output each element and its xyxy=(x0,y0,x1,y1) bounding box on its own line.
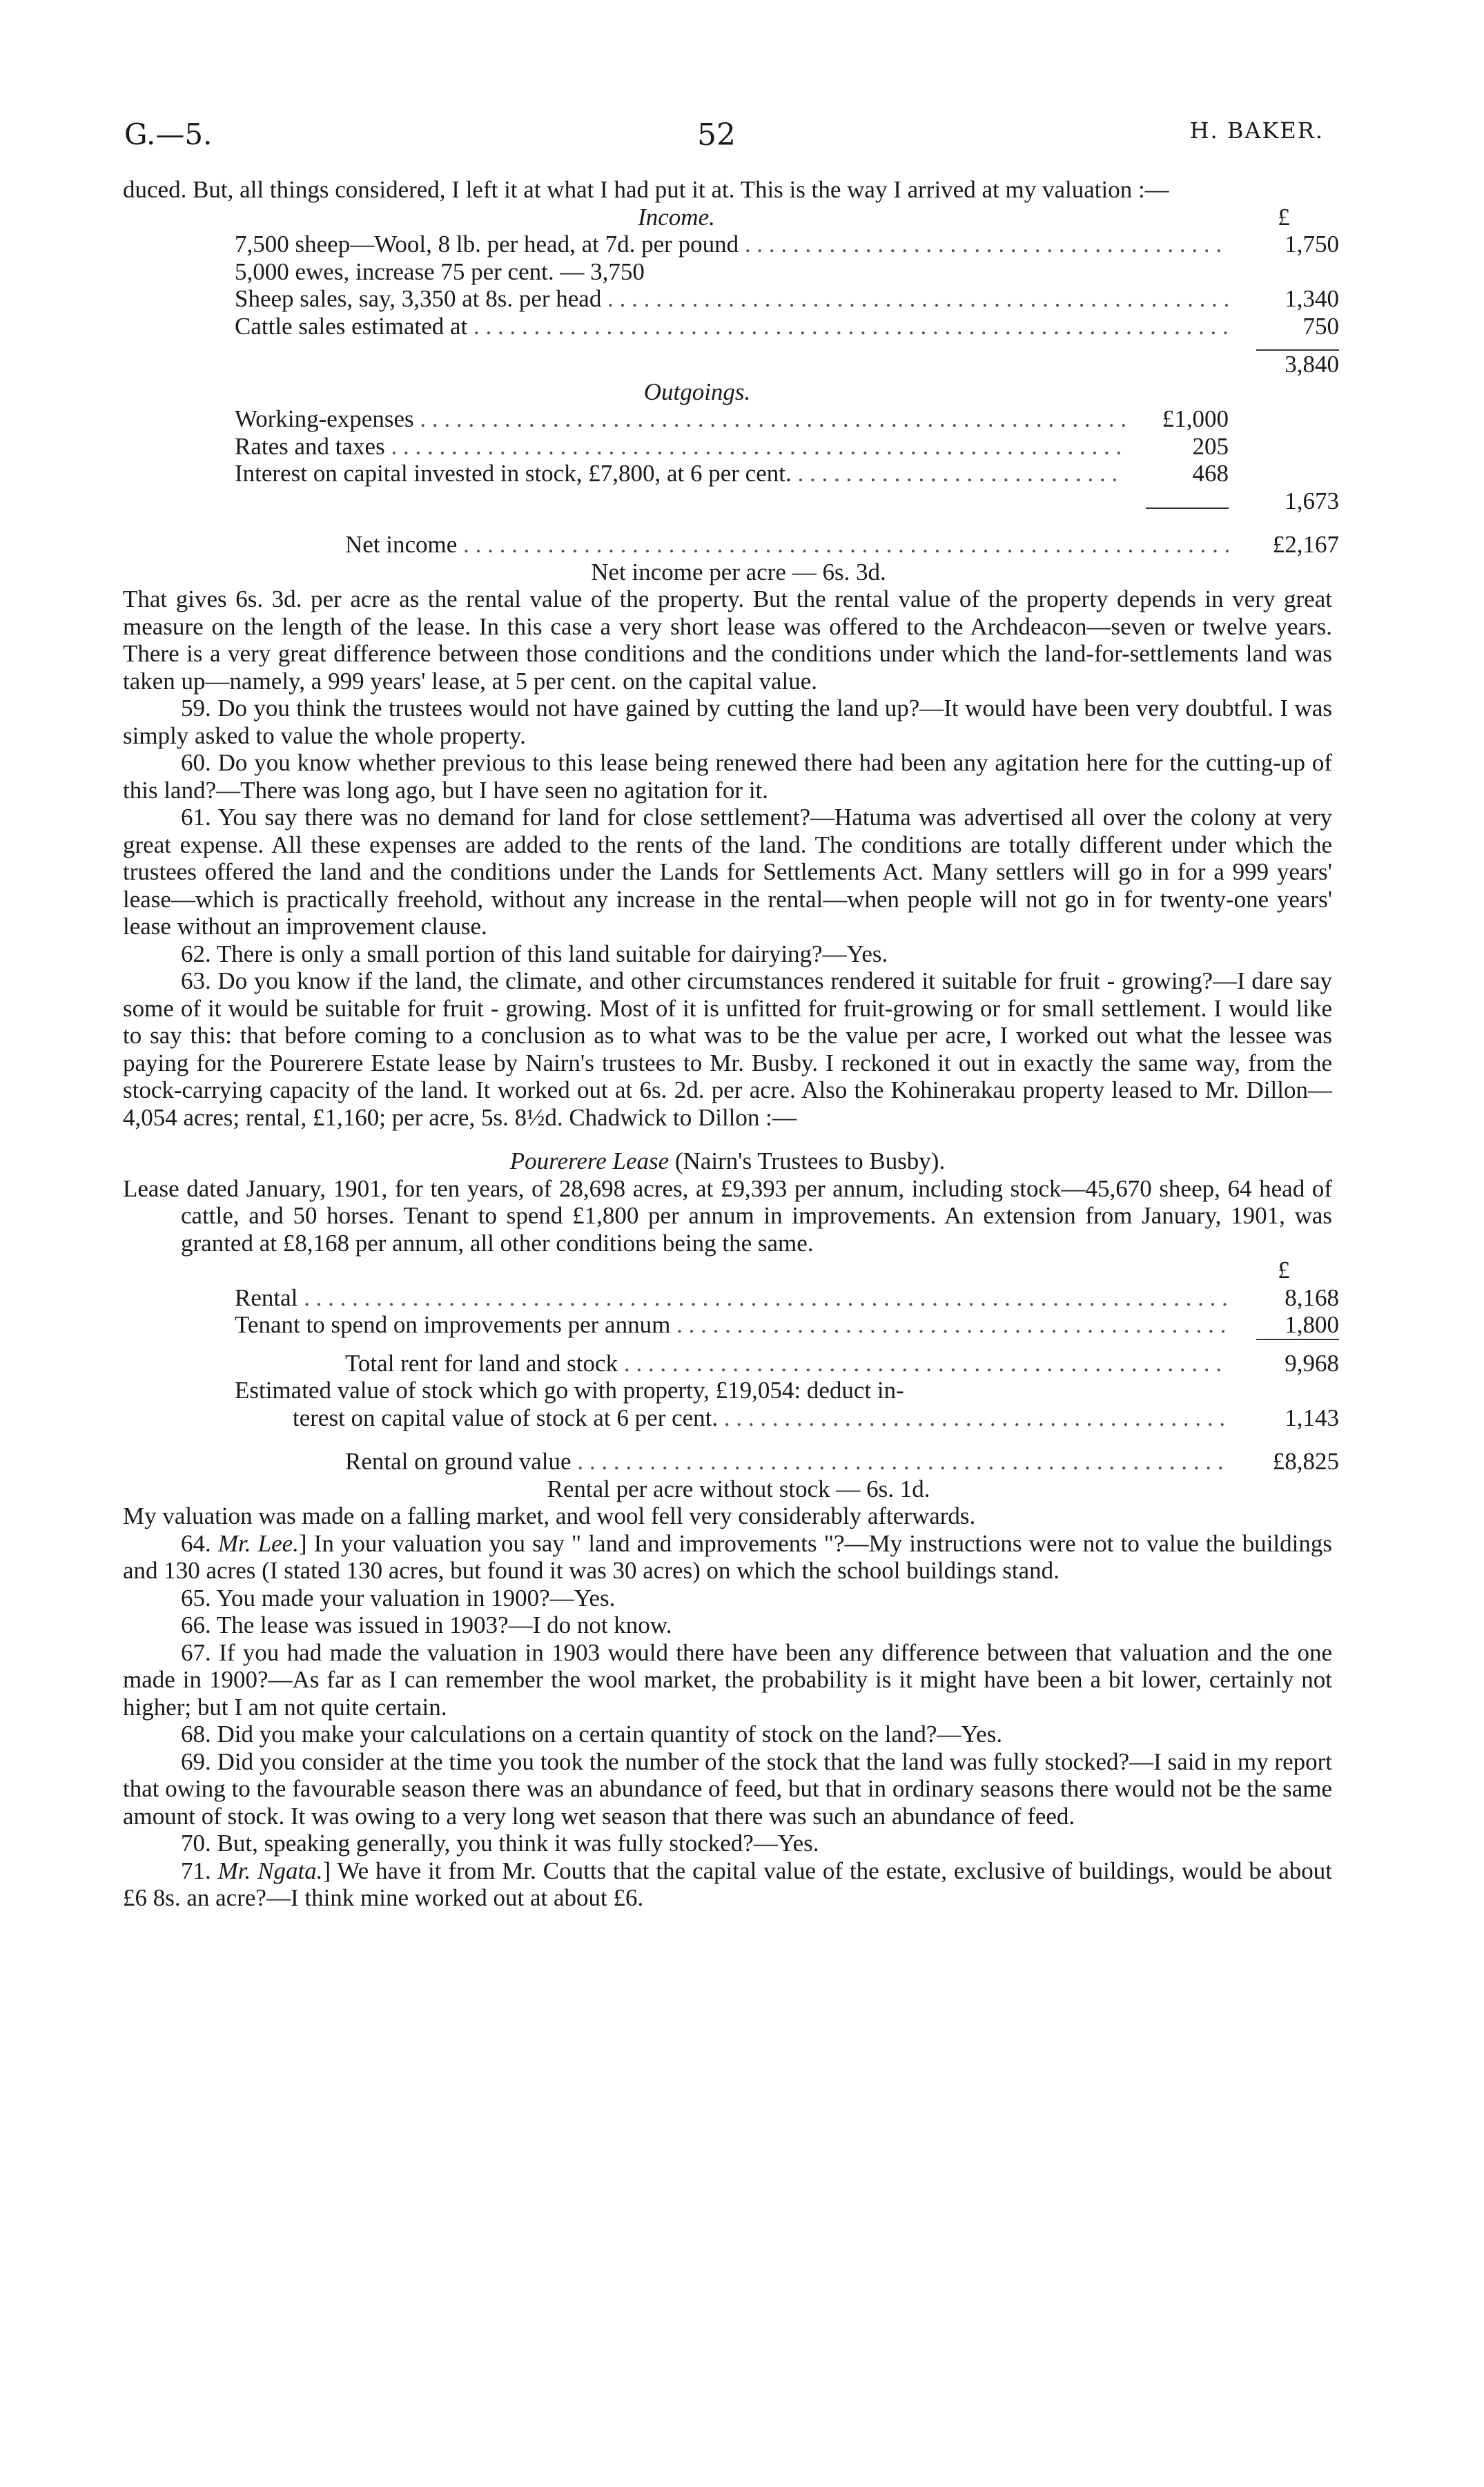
question-text: 70. But, speaking generally, you think it was fully stocked?—Yes. xyxy=(181,1830,819,1857)
account-row-value: 1,340 xyxy=(1285,285,1339,312)
question-text: 65. You made your valuation in 1900?—Yes. xyxy=(181,1584,616,1612)
rental-per-acre: Rental per acre without stock — 6s. 1d. xyxy=(547,1475,930,1502)
account-row xyxy=(235,231,1339,258)
intro-paragraph: duced. But, all things considered, I left it at what I had put it at. This is the way I arrived at my valuation :— xyxy=(123,176,1169,203)
question-text: 69. Did you consider at the time you took the number of the stock that the land was fully stocked?—I said in my report that owing to the favourable season there was an abundance of feed, but that in ordinary seasons there would not be the same amount of stock. It was owing to a very long wet season that there was such an abundance of feed. xyxy=(123,1748,1332,1830)
outgoings-total: 1,673 xyxy=(1285,487,1339,514)
evidence-paragraph: 59. Do you think the trustees would not have gained by cutting the land up?—It would have been very doubtful. I was simply asked to value the whole property. xyxy=(123,695,1332,749)
evidence-paragraph: 63. Do you know if the land, the climate, and other circumstances rendered it suitable for fruit - growing?—I dare say some of it would be suitable for fruit - growing. Most of it is unfitted for fruit-growing or for small settlement. I would like to say this: that before coming to a conclusion as to what was to be the value per acre, I worked out what the lessee was paying for the Pourerere Estate lease by Nairn's trustees to Mr. Busby. I reckoned it out in exactly the same way, from the stock-carrying capacity of the land. It worked out at 6s. 2d. per acre. Also the Kohinerakau property leased to Mr. Dillon—4,054 acres; rental, £1,160; per acre, 5s. 8½d. Chadwick to Dillon :— xyxy=(123,967,1332,1131)
stock-interest-value: 1,143 xyxy=(1285,1404,1339,1431)
pourerere-rule xyxy=(1256,1339,1339,1340)
account-row-value: 750 xyxy=(1302,312,1339,340)
evidence-paragraph xyxy=(123,1639,1332,1721)
evidence-paragraphs-a xyxy=(123,586,1332,1131)
account-row-label: Interest on capital invested in stock, £7,800, at 6 per cent. . . . xyxy=(235,460,1125,487)
account-row-value: 8,168 xyxy=(1285,1284,1339,1311)
account-row-label: Sheep sales, say, 3,350 at 8s. per head . . . xyxy=(235,285,1229,313)
account-row-label: 5,000 ewes, increase 75 per cent. — 3,750 xyxy=(235,258,645,285)
net-income-label: Net income . . . xyxy=(345,531,1229,559)
evidence-paragraph: 61. You say there was no demand for land for close settlement?—Hatuma was advertised all over the colony at very great expense. All these expenses are added to the rents of the land. The conditions are totally different under which the trustees offered the land and the conditions under the Lands for Settlements Act. Many settlers will go in for a 999 years' lease—which is practically freehold, without any increase in the rental—when people will not go in for twenty-one years' lease without an improvement clause. xyxy=(123,804,1332,940)
pourerere-heading: Pourerere Lease (Nairn's Trustees to Busby). xyxy=(509,1148,946,1174)
evidence-paragraphs-b xyxy=(123,1502,1332,1912)
pourerere-currency: £ xyxy=(1278,1257,1290,1284)
account-row xyxy=(235,285,1339,313)
question-text: My valuation was made on a falling market, and wool fell very considerably afterwards. xyxy=(123,1502,976,1529)
account-row-label: Rental . . . xyxy=(235,1284,1229,1312)
ground-rental-value: £8,825 xyxy=(1272,1448,1339,1475)
income-account xyxy=(235,204,1339,378)
speaker-name: Mr. Ngata. xyxy=(217,1857,323,1884)
document-body xyxy=(123,176,1339,1912)
account-row-value: 468 xyxy=(1192,460,1229,487)
income-currency: £ xyxy=(1278,203,1290,231)
question-text: 68. Did you make your calculations on a certain quantity of stock on the land?—Yes. xyxy=(181,1721,1003,1748)
income-total: 3,840 xyxy=(1285,351,1339,378)
income-rows xyxy=(235,231,1339,340)
evidence-paragraph xyxy=(123,1502,1332,1530)
net-income-value: £2,167 xyxy=(1272,531,1339,558)
question-number: 71. xyxy=(181,1857,218,1884)
account-row-value: 1,800 xyxy=(1285,1311,1339,1338)
account-row xyxy=(235,1311,1339,1339)
outgoings-account xyxy=(235,378,1339,586)
outgoings-heading: Outgoings. xyxy=(643,378,751,405)
evidence-paragraph xyxy=(123,1585,1332,1612)
account-row-label: Cattle sales estimated at . . . xyxy=(235,313,1229,340)
account-row xyxy=(235,313,1339,340)
account-row-label: 7,500 sheep—Wool, 8 lb. per head, at 7d. per pound . . . xyxy=(235,231,1229,258)
account-row xyxy=(235,433,1339,461)
question-text: 67. If you had made the valuation in 1903 would there have been any difference between that valuation and the one made in 1900?—As far as I can remember the wool market, the probability is it might have been a bit lower, certainly not higher; but I am not quite certain. xyxy=(123,1638,1332,1721)
stock-value-line2: terest on capital value of stock at 6 per cent. . . . xyxy=(293,1404,1229,1432)
stock-value-line1: Estimated value of stock which go with property, £19,054: deduct in- xyxy=(235,1377,904,1404)
account-row-value: 1,750 xyxy=(1285,231,1339,258)
total-rent-value: 9,968 xyxy=(1285,1349,1339,1377)
evidence-paragraph: 60. Do you know whether previous to this lease being renewed there had been any agitation here for the cutting-up of this land?—There was long ago, but I have seen no agitation for it. xyxy=(123,749,1332,804)
net-income-per-acre: Net income per acre — 6s. 3d. xyxy=(591,558,886,586)
speaker-name: Mr. Lee. xyxy=(217,1529,299,1557)
evidence-paragraph xyxy=(123,1830,1332,1857)
account-row-label: Rates and taxes . . . xyxy=(235,433,1125,461)
evidence-paragraph xyxy=(123,1721,1332,1748)
account-row-value: £1,000 xyxy=(1162,405,1229,432)
ground-rental-label: Rental on ground value . . . xyxy=(345,1448,1229,1475)
evidence-paragraph xyxy=(123,1857,1332,1912)
pourerere-lease-text: Lease dated January, 1901, for ten years, of 28,698 acres, at £9,393 per annum, including stock—45,670 sheep, 64 head of cattle, and 50 horses. Tenant to spend £1,800 per annum in improvements. An extension from January, 1901, was granted at £8,168 per annum, all other conditions being the same. xyxy=(123,1174,1332,1257)
question-text: ] In your valuation you say " land and improvements "?—My instructions were not to value the buildings and 130 acres (I stated 130 acres, but found it was 30 acres) on which the school buildings stand. xyxy=(123,1529,1333,1584)
outgoings-rule xyxy=(1146,507,1229,509)
header-paper-code: G.—5. xyxy=(124,117,213,151)
account-row xyxy=(235,258,1339,286)
account-row-label: Tenant to spend on improvements per annum . . . xyxy=(235,1311,1229,1339)
question-text: ] We have it from Mr. Coutts that the capital value of the estate, exclusive of buildings, would be about £6 8s. an acre?—I think mine worked out at about £6. xyxy=(123,1857,1333,1911)
header-page-number: 52 xyxy=(697,117,736,153)
header-witness-name: H. BAKER. xyxy=(1189,117,1324,144)
account-row xyxy=(235,405,1339,433)
account-row-value: 205 xyxy=(1192,432,1229,460)
account-row xyxy=(235,460,1339,487)
outgoings-rows xyxy=(235,405,1339,487)
evidence-paragraph xyxy=(123,1748,1332,1830)
pourerere-account xyxy=(235,1257,1339,1502)
account-row-label: Working-expenses . . . xyxy=(235,405,1125,433)
evidence-paragraph: 62. There is only a small portion of this land suitable for dairying?—Yes. xyxy=(181,940,888,967)
question-number: 64. xyxy=(181,1529,218,1557)
account-row xyxy=(235,1284,1339,1312)
evidence-paragraph xyxy=(123,1530,1332,1585)
question-text: 66. The lease was issued in 1903?—I do not know. xyxy=(181,1612,672,1638)
pourerere-rows xyxy=(235,1284,1339,1339)
income-heading: Income. xyxy=(638,203,715,231)
evidence-paragraph xyxy=(123,1612,1332,1639)
evidence-paragraph: That gives 6s. 3d. per acre as the rental value of the property. But the rental value of the property depends in very great measure on the length of the lease. In this case a very short lease was offered to the Archdeacon—seven or twelve years. There is a very great difference between those conditions and the conditions under which the land-for-settlements land was taken up—namely, a 999 years' lease, at 5 per cent. on the capital value. xyxy=(123,586,1332,695)
total-rent-label: Total rent for land and stock . . . xyxy=(345,1350,1229,1377)
